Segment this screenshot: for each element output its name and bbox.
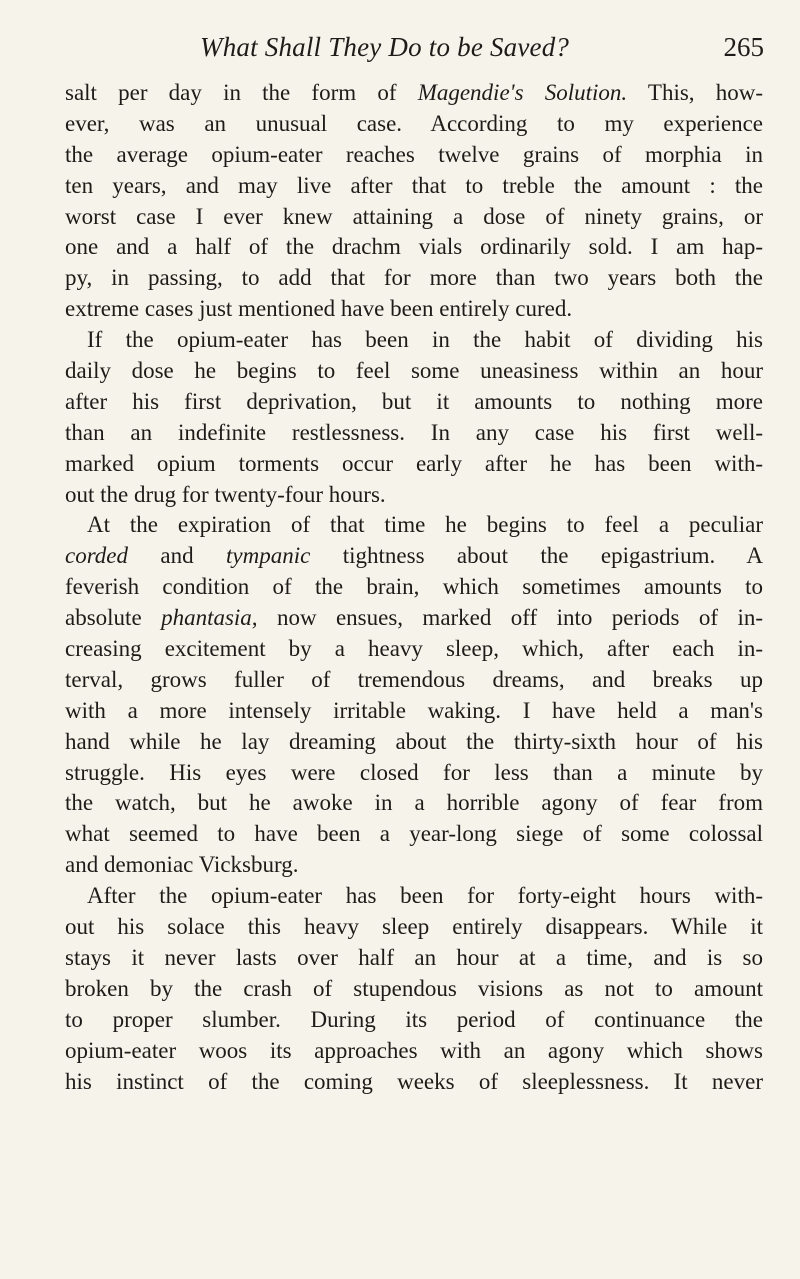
text-run: daily dose he begins to feel some uneasiness within an hour bbox=[65, 358, 763, 384]
text-line bbox=[65, 1067, 763, 1098]
text-line bbox=[65, 449, 763, 480]
text-line bbox=[65, 696, 763, 727]
text-line bbox=[65, 634, 763, 665]
text-run: stays it never lasts over half an hour at a time, and is so bbox=[65, 944, 763, 970]
text-run: creasing excitement by a heavy sleep, which, after each in- bbox=[65, 636, 763, 662]
text-line bbox=[65, 1036, 763, 1067]
text-line bbox=[65, 510, 763, 541]
text-line bbox=[65, 356, 763, 387]
text-line bbox=[65, 232, 763, 263]
body-text bbox=[65, 78, 763, 1097]
paragraph bbox=[65, 325, 763, 510]
text-run: extreme cases just mentioned have been entirely cured. bbox=[65, 296, 573, 322]
italic-text: tympanic bbox=[226, 543, 311, 569]
text-line bbox=[65, 387, 763, 418]
text-run: terval, grows fuller of tremendous dreams, and breaks up bbox=[65, 666, 763, 692]
text-run: the average opium-eater reaches twelve grains of morphia in bbox=[65, 141, 763, 167]
text-line bbox=[65, 727, 763, 758]
text-run: tightness about the epigastrium. A bbox=[310, 543, 763, 569]
page-number: 265 bbox=[723, 32, 764, 62]
paragraph bbox=[65, 78, 763, 325]
text-run: with a more intensely irritable waking. I have held a man's bbox=[65, 697, 763, 723]
text-run: broken by the crash of stupendous visions as not to amount bbox=[65, 975, 763, 1001]
text-run: out the drug for twenty-four hours. bbox=[65, 481, 386, 507]
text-line bbox=[65, 171, 763, 202]
text-line bbox=[65, 850, 763, 881]
text-run: After the opium-eater has been for forty-eight hours with- bbox=[87, 883, 763, 909]
text-run: marked opium torments occur early after he has been with- bbox=[65, 450, 763, 476]
text-run: now ensues, marked off into periods of in- bbox=[257, 605, 763, 631]
text-run: one and a half of the drachm vials ordinarily sold. I am hap- bbox=[65, 234, 763, 260]
text-run: and bbox=[128, 543, 227, 569]
text-run: after his first deprivation, but it amounts to nothing more bbox=[65, 388, 763, 414]
paragraph bbox=[65, 881, 763, 1097]
text-run: py, in passing, to add that for more than two years both the bbox=[65, 265, 763, 291]
text-line bbox=[65, 480, 763, 511]
text-line bbox=[65, 109, 763, 140]
text-run: This, how- bbox=[627, 80, 764, 105]
text-run: salt per day in the form of bbox=[65, 80, 418, 105]
text-line bbox=[65, 418, 763, 449]
text-line bbox=[65, 665, 763, 696]
text-run: to proper slumber. During its period of continuance the bbox=[65, 1006, 763, 1032]
text-run: than an indefinite restlessness. In any case his first well- bbox=[65, 419, 763, 445]
text-run: out his solace this heavy sleep entirely disappears. While it bbox=[65, 914, 763, 940]
italic-text: phantasia, bbox=[161, 605, 258, 631]
text-line bbox=[65, 202, 763, 233]
text-run: hand while he lay dreaming about the thirty-sixth hour of his bbox=[65, 728, 763, 754]
text-line bbox=[65, 974, 763, 1005]
paragraph bbox=[65, 510, 763, 881]
text-line bbox=[65, 758, 763, 789]
text-run: If the opium-eater has been in the habit of dividing his bbox=[87, 327, 763, 353]
running-title: What Shall They Do to be Saved? bbox=[200, 32, 570, 62]
text-run: ten years, and may live after that to treble the amount : the bbox=[65, 172, 763, 198]
text-run: struggle. His eyes were closed for less than a minute by bbox=[65, 759, 763, 785]
text-line bbox=[65, 572, 763, 603]
text-line bbox=[65, 325, 763, 356]
italic-text: corded bbox=[65, 543, 129, 569]
text-run: worst case I ever knew attaining a dose of ninety grains, or bbox=[65, 203, 763, 229]
text-run: the watch, but he awoke in a horrible agony of fear from bbox=[65, 790, 763, 816]
text-line bbox=[65, 881, 763, 912]
text-run: and demoniac Vicksburg. bbox=[65, 852, 299, 878]
text-line bbox=[65, 140, 763, 171]
text-line bbox=[65, 943, 763, 974]
text-line bbox=[65, 263, 763, 294]
text-line bbox=[65, 294, 763, 325]
text-line bbox=[65, 819, 763, 850]
text-run: absolute bbox=[65, 605, 162, 631]
page-header bbox=[64, 26, 764, 70]
text-run: At the expiration of that time he begins to feel a peculiar bbox=[87, 512, 763, 538]
text-line bbox=[65, 1005, 763, 1036]
text-run: feverish condition of the brain, which sometimes amounts to bbox=[65, 574, 763, 600]
text-run: opium-eater woos its approaches with an agony which shows bbox=[65, 1037, 763, 1063]
text-run: what seemed to have been a year-long siege of some colossal bbox=[65, 821, 763, 847]
text-line bbox=[65, 78, 763, 109]
text-line bbox=[65, 541, 763, 572]
text-line bbox=[65, 788, 763, 819]
text-line bbox=[65, 603, 763, 634]
italic-text: Magendie's Solution. bbox=[417, 80, 628, 105]
text-line bbox=[65, 912, 763, 943]
text-run: his instinct of the coming weeks of sleeplessness. It never bbox=[65, 1068, 763, 1094]
text-run: ever, was an unusual case. According to my experience bbox=[65, 110, 763, 136]
